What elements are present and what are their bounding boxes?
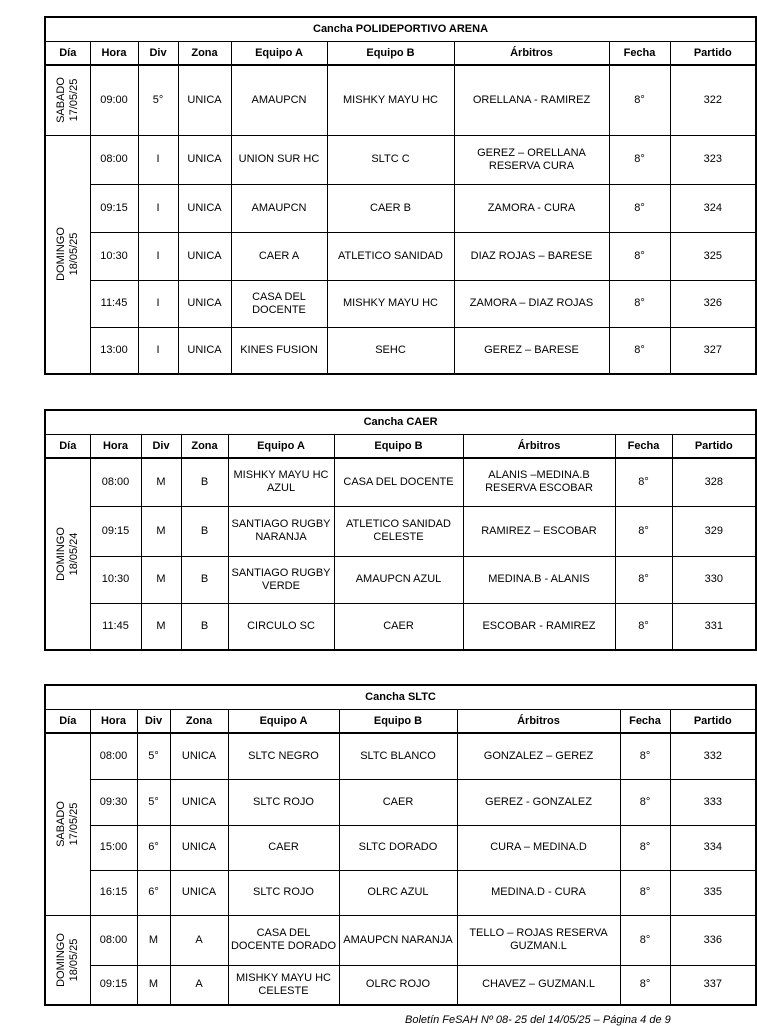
table-row (45, 232, 756, 280)
div-cell: 5° (137, 779, 170, 825)
partido-cell: 336 (670, 915, 756, 965)
day-cell (45, 733, 90, 915)
equipo-a-cell: CASA DEL DOCENTE (231, 280, 327, 327)
header-dia: Día (45, 435, 90, 459)
table-row (45, 779, 756, 825)
div-cell: M (141, 458, 181, 506)
arbitros-cell: GONZALEZ – GEREZ (457, 733, 620, 779)
table-title: Cancha POLIDEPORTIVO ARENA (45, 17, 756, 42)
zona-cell: UNICA (170, 779, 228, 825)
equipo-a-cell: SLTC ROJO (228, 779, 339, 825)
header-equipo-b: Equipo B (339, 710, 457, 734)
table-row (45, 458, 756, 506)
partido-cell: 330 (672, 556, 756, 603)
equipo-b-cell: SLTC C (327, 135, 454, 184)
hora-cell: 09:15 (90, 965, 137, 1005)
arbitros-cell: CHAVEZ – GUZMAN.L (457, 965, 620, 1005)
header-fecha: Fecha (620, 710, 670, 734)
header-fecha: Fecha (615, 435, 672, 459)
equipo-b-cell: CAER (339, 779, 457, 825)
fecha-cell: 8° (620, 825, 670, 870)
partido-cell: 332 (670, 733, 756, 779)
header-dia: Día (45, 42, 90, 66)
zona-cell: UNICA (178, 327, 231, 374)
equipo-b-cell: ATLETICO SANIDAD CELESTE (334, 506, 463, 556)
header-partido: Partido (670, 42, 756, 66)
hora-cell: 11:45 (90, 280, 138, 327)
hora-cell: 10:30 (90, 556, 141, 603)
header-hora: Hora (90, 710, 137, 734)
arbitros-cell: TELLO – ROJAS RESERVA GUZMAN.L (457, 915, 620, 965)
header-arbitros: Árbitros (454, 42, 609, 66)
partido-cell: 331 (672, 603, 756, 650)
header-row (45, 710, 756, 734)
equipo-a-cell: AMAUPCN (231, 65, 327, 135)
table-title: Cancha CAER (45, 410, 756, 435)
div-cell: I (138, 280, 178, 327)
equipo-a-cell: MISHKY MAYU HC CELESTE (228, 965, 339, 1005)
equipo-b-cell: SEHC (327, 327, 454, 374)
header-equipo-a: Equipo A (228, 710, 339, 734)
table-row (45, 556, 756, 603)
hora-cell: 09:15 (90, 184, 138, 232)
equipo-b-cell: CASA DEL DOCENTE (334, 458, 463, 506)
zona-cell: B (181, 603, 228, 650)
equipo-b-cell: SLTC BLANCO (339, 733, 457, 779)
arbitros-cell: MEDINA.D - CURA (457, 870, 620, 915)
zona-cell: A (170, 915, 228, 965)
zona-cell: UNICA (170, 870, 228, 915)
hora-cell: 09:00 (90, 65, 138, 135)
header-equipo-b: Equipo B (327, 42, 454, 66)
equipo-b-cell: AMAUPCN AZUL (334, 556, 463, 603)
hora-cell: 13:00 (90, 327, 138, 374)
hora-cell: 08:00 (90, 135, 138, 184)
equipo-b-cell: OLRC ROJO (339, 965, 457, 1005)
equipo-a-cell: AMAUPCN (231, 184, 327, 232)
header-div: Div (141, 435, 181, 459)
div-cell: M (141, 556, 181, 603)
fecha-cell: 8° (620, 733, 670, 779)
partido-cell: 328 (672, 458, 756, 506)
div-cell: 6° (137, 825, 170, 870)
header-zona: Zona (181, 435, 228, 459)
zona-cell: UNICA (178, 135, 231, 184)
table-row (45, 603, 756, 650)
partido-cell: 326 (670, 280, 756, 327)
fecha-cell: 8° (620, 779, 670, 825)
partido-cell: 327 (670, 327, 756, 374)
table-row (45, 870, 756, 915)
arbitros-cell: ZAMORA - CURA (454, 184, 609, 232)
day-date: 17/05/25 (67, 78, 80, 122)
arbitros-cell: ORELLANA - RAMIREZ (454, 65, 609, 135)
equipo-b-cell: MISHKY MAYU HC (327, 280, 454, 327)
arbitros-cell: GEREZ - GONZALEZ (457, 779, 620, 825)
fecha-cell: 8° (620, 870, 670, 915)
day-date: 18/05/24 (67, 532, 80, 576)
table-polideportivo-arena (44, 16, 757, 375)
arbitros-cell: ALANIS –MEDINA.B RESERVA ESCOBAR (463, 458, 615, 506)
hora-cell: 10:30 (90, 232, 138, 280)
div-cell: M (137, 965, 170, 1005)
header-fecha: Fecha (609, 42, 670, 66)
arbitros-cell: GEREZ – BARESE (454, 327, 609, 374)
equipo-b-cell: SLTC DORADO (339, 825, 457, 870)
header-hora: Hora (90, 435, 141, 459)
equipo-a-cell: SLTC ROJO (228, 870, 339, 915)
arbitros-cell: CURA – MEDINA.D (457, 825, 620, 870)
equipo-a-cell: CAER A (231, 232, 327, 280)
fecha-cell: 8° (609, 232, 670, 280)
table-row (45, 327, 756, 374)
header-zona: Zona (178, 42, 231, 66)
header-row (45, 435, 756, 459)
zona-cell: B (181, 556, 228, 603)
div-cell: 6° (137, 870, 170, 915)
div-cell: 5° (137, 733, 170, 779)
fecha-cell: 8° (609, 135, 670, 184)
header-partido: Partido (672, 435, 756, 459)
equipo-a-cell: SANTIAGO RUGBY VERDE (228, 556, 334, 603)
hora-cell: 09:30 (90, 779, 137, 825)
table-row (45, 280, 756, 327)
zona-cell: UNICA (178, 232, 231, 280)
table-row (45, 733, 756, 779)
fecha-cell: 8° (615, 458, 672, 506)
equipo-a-cell: CASA DEL DOCENTE DORADO (228, 915, 339, 965)
page-footer: Boletín FeSAH Nº 08- 25 del 14/05/25 – Página 4 de 9 (405, 1014, 671, 1026)
zona-cell: UNICA (170, 825, 228, 870)
header-arbitros: Árbitros (457, 710, 620, 734)
header-div: Div (138, 42, 178, 66)
fecha-cell: 8° (620, 915, 670, 965)
day-date: 18/05/25 (67, 232, 80, 276)
partido-cell: 333 (670, 779, 756, 825)
partido-cell: 323 (670, 135, 756, 184)
table-row (45, 135, 756, 184)
fecha-cell: 8° (615, 556, 672, 603)
equipo-b-cell: ATLETICO SANIDAD (327, 232, 454, 280)
arbitros-cell: MEDINA.B - ALANIS (463, 556, 615, 603)
hora-cell: 09:15 (90, 506, 141, 556)
day-date: 17/05/25 (67, 802, 80, 846)
day-cell (45, 135, 90, 374)
day-cell (45, 915, 90, 1005)
div-cell: I (138, 232, 178, 280)
hora-cell: 08:00 (90, 733, 137, 779)
equipo-a-cell: UNION SUR HC (231, 135, 327, 184)
partido-cell: 324 (670, 184, 756, 232)
zona-cell: UNICA (178, 280, 231, 327)
header-div: Div (137, 710, 170, 734)
header-arbitros: Árbitros (463, 435, 615, 459)
header-zona: Zona (170, 710, 228, 734)
day-name: DOMINGO (54, 527, 67, 581)
header-hora: Hora (90, 42, 138, 66)
arbitros-cell: RAMIREZ – ESCOBAR (463, 506, 615, 556)
equipo-b-cell: AMAUPCN NARANJA (339, 915, 457, 965)
fecha-cell: 8° (620, 965, 670, 1005)
header-dia: Día (45, 710, 90, 734)
partido-cell: 325 (670, 232, 756, 280)
header-equipo-a: Equipo A (228, 435, 334, 459)
day-name: DOMINGO (54, 227, 67, 282)
table-row (45, 184, 756, 232)
fecha-cell: 8° (609, 65, 670, 135)
div-cell: I (138, 135, 178, 184)
day-name: SABADO (54, 801, 67, 848)
equipo-a-cell: MISHKY MAYU HC AZUL (228, 458, 334, 506)
table-title: Cancha SLTC (45, 685, 756, 710)
day-cell (45, 65, 90, 135)
day-name: SABADO (54, 77, 67, 124)
header-equipo-a: Equipo A (231, 42, 327, 66)
hora-cell: 08:00 (90, 915, 137, 965)
partido-cell: 322 (670, 65, 756, 135)
zona-cell: UNICA (178, 184, 231, 232)
hora-cell: 08:00 (90, 458, 141, 506)
day-cell (45, 458, 90, 650)
equipo-a-cell: KINES FUSION (231, 327, 327, 374)
day-name: DOMINGO (54, 932, 67, 987)
fecha-cell: 8° (609, 184, 670, 232)
arbitros-cell: DIAZ ROJAS – BARESE (454, 232, 609, 280)
equipo-b-cell: CAER (334, 603, 463, 650)
partido-cell: 335 (670, 870, 756, 915)
equipo-a-cell: SANTIAGO RUGBY NARANJA (228, 506, 334, 556)
equipo-a-cell: SLTC NEGRO (228, 733, 339, 779)
equipo-b-cell: MISHKY MAYU HC (327, 65, 454, 135)
zona-cell: B (181, 506, 228, 556)
table-row (45, 965, 756, 1005)
fecha-cell: 8° (615, 603, 672, 650)
table-row (45, 915, 756, 965)
equipo-a-cell: CIRCULO SC (228, 603, 334, 650)
table-row (45, 506, 756, 556)
equipo-a-cell: CAER (228, 825, 339, 870)
header-equipo-b: Equipo B (334, 435, 463, 459)
div-cell: I (138, 184, 178, 232)
equipo-b-cell: CAER B (327, 184, 454, 232)
table-sltc (44, 684, 757, 1006)
day-date: 18/05/25 (67, 938, 80, 982)
fecha-cell: 8° (615, 506, 672, 556)
table-row (45, 65, 756, 135)
div-cell: 5° (138, 65, 178, 135)
table-caer (44, 409, 757, 651)
zona-cell: UNICA (178, 65, 231, 135)
partido-cell: 337 (670, 965, 756, 1005)
header-partido: Partido (670, 710, 756, 734)
zona-cell: B (181, 458, 228, 506)
hora-cell: 15:00 (90, 825, 137, 870)
zona-cell: UNICA (170, 733, 228, 779)
div-cell: M (141, 603, 181, 650)
fecha-cell: 8° (609, 280, 670, 327)
div-cell: I (138, 327, 178, 374)
div-cell: M (141, 506, 181, 556)
table-row (45, 825, 756, 870)
partido-cell: 329 (672, 506, 756, 556)
header-row (45, 42, 756, 66)
zona-cell: A (170, 965, 228, 1005)
arbitros-cell: ESCOBAR - RAMIREZ (463, 603, 615, 650)
equipo-b-cell: OLRC AZUL (339, 870, 457, 915)
hora-cell: 16:15 (90, 870, 137, 915)
arbitros-cell: ZAMORA – DIAZ ROJAS (454, 280, 609, 327)
hora-cell: 11:45 (90, 603, 141, 650)
div-cell: M (137, 915, 170, 965)
fecha-cell: 8° (609, 327, 670, 374)
arbitros-cell: GEREZ – ORELLANA RESERVA CURA (454, 135, 609, 184)
partido-cell: 334 (670, 825, 756, 870)
